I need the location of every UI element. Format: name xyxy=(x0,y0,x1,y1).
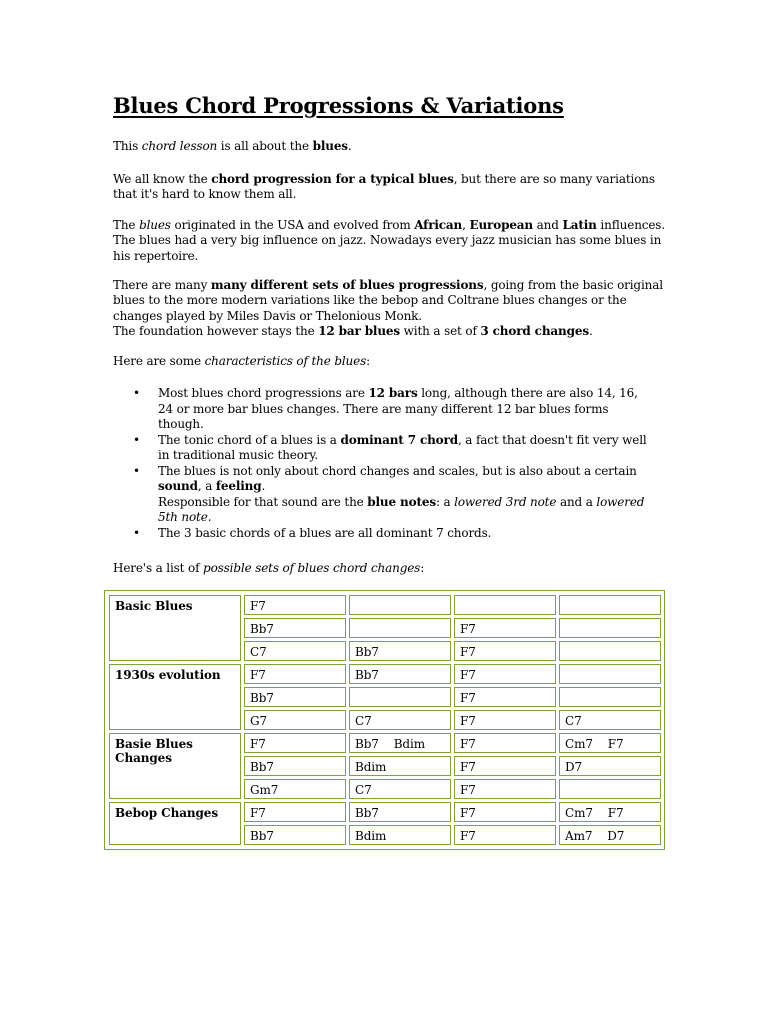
chord-cell xyxy=(349,687,451,707)
paragraph-characteristics: Here are some characteristics of the blues: xyxy=(113,354,370,368)
chord-cell: Bb7 xyxy=(349,641,451,661)
paragraph-list-intro: Here's a list of possible sets of blues chord changes: xyxy=(113,561,425,575)
page-title: Blues Chord Progressions & Variations xyxy=(113,93,564,118)
chord-cell: F7 xyxy=(454,733,556,753)
chord-cell: F7 xyxy=(454,664,556,684)
list-item: • The tonic chord of a blues is a dominant 7 chord, a fact that doesn't fit very well in traditional music theory. xyxy=(133,432,647,462)
chord-cell: F7 xyxy=(454,756,556,776)
chord-cell: F7 xyxy=(454,687,556,707)
chord-cell xyxy=(349,618,451,638)
chord-cell: Bb7 xyxy=(244,618,346,638)
bullet-icon: • xyxy=(133,463,140,478)
chord-cell xyxy=(559,779,661,799)
chord-cell: Bb7 Bdim xyxy=(349,733,451,753)
chord-cell: Bb7 xyxy=(349,802,451,822)
chord-cell: F7 xyxy=(454,618,556,638)
list-item: • The 3 basic chords of a blues are all dominant 7 chords. xyxy=(133,525,492,540)
list-item: • Most blues chord progressions are 12 bars long, although there are also 14, 16, 24 or more bar blues changes. There are many different 12 bar blues forms though. xyxy=(133,386,638,431)
chord-cell: C7 xyxy=(244,641,346,661)
chord-cell xyxy=(559,618,661,638)
bullet-icon: • xyxy=(133,386,140,400)
chord-cell: F7 xyxy=(454,802,556,822)
characteristics-list xyxy=(113,386,653,541)
chord-cell: G7 xyxy=(244,710,346,730)
list-item: • The blues is not only about chord changes and scales, but is also about a certain sound, a feeling. Responsible for that sound are the blue notes: a lowered 3rd note and a lowered 5th note. xyxy=(133,463,645,524)
chord-cell: Am7 D7 xyxy=(559,825,661,845)
progression-label: Bebop Changes xyxy=(109,802,241,845)
bullet-icon: • xyxy=(133,432,140,447)
chord-cell: Bdim xyxy=(349,825,451,845)
chord-cell: Cm7 F7 xyxy=(559,802,661,822)
progression-label: Basic Blues xyxy=(109,595,241,661)
chord-changes-table xyxy=(104,590,665,850)
chord-cell: F7 xyxy=(454,710,556,730)
intro-paragraph: This chord lesson is all about the blues. xyxy=(113,139,352,153)
progression-label: Basie Blues Changes xyxy=(109,733,241,799)
chord-cell: F7 xyxy=(244,802,346,822)
chord-cell xyxy=(559,595,661,615)
chord-cell xyxy=(454,595,556,615)
chord-cell: Bb7 xyxy=(244,756,346,776)
chord-cell: F7 xyxy=(244,664,346,684)
progression-label: 1930s evolution xyxy=(109,664,241,730)
chord-cell: Bb7 xyxy=(349,664,451,684)
chord-cell: C7 xyxy=(349,710,451,730)
chord-cell: F7 xyxy=(454,641,556,661)
chord-cell: Bb7 xyxy=(244,825,346,845)
chord-cell: Bb7 xyxy=(244,687,346,707)
paragraph-progressions: There are many many different sets of blues progressions, going from the basic original blues to the more modern variations like the bebop and Coltrane blues changes or the changes played by Miles Davis or Thelonious Monk. The foundation however stays the 12 bar blues with a set of 3 chord changes. xyxy=(113,278,663,338)
chord-cell: Cm7 F7 xyxy=(559,733,661,753)
paragraph-origins: The blues originated in the USA and evolved from African, European and Latin influences. The blues had a very big influence on jazz. Nowadays every jazz musician has some blues in his repertoire. xyxy=(113,218,665,263)
table-row xyxy=(109,802,661,822)
chord-cell: C7 xyxy=(559,710,661,730)
chord-cell: F7 xyxy=(454,825,556,845)
bullet-icon: • xyxy=(133,525,140,540)
chord-cell xyxy=(559,687,661,707)
table-row xyxy=(109,595,661,615)
chord-cell xyxy=(559,641,661,661)
chord-cell: Gm7 xyxy=(244,779,346,799)
chord-cell: D7 xyxy=(559,756,661,776)
chord-cell: F7 xyxy=(244,595,346,615)
chord-cell: F7 xyxy=(244,733,346,753)
chord-cell: Bdim xyxy=(349,756,451,776)
chord-cell xyxy=(349,595,451,615)
paragraph-chord-progression: We all know the chord progression for a typical blues, but there are so many variations that it's hard to know them all. xyxy=(113,172,655,202)
table-row xyxy=(109,733,661,753)
chord-cell xyxy=(559,664,661,684)
chord-cell: F7 xyxy=(454,779,556,799)
chord-cell: C7 xyxy=(349,779,451,799)
table-row xyxy=(109,664,661,684)
